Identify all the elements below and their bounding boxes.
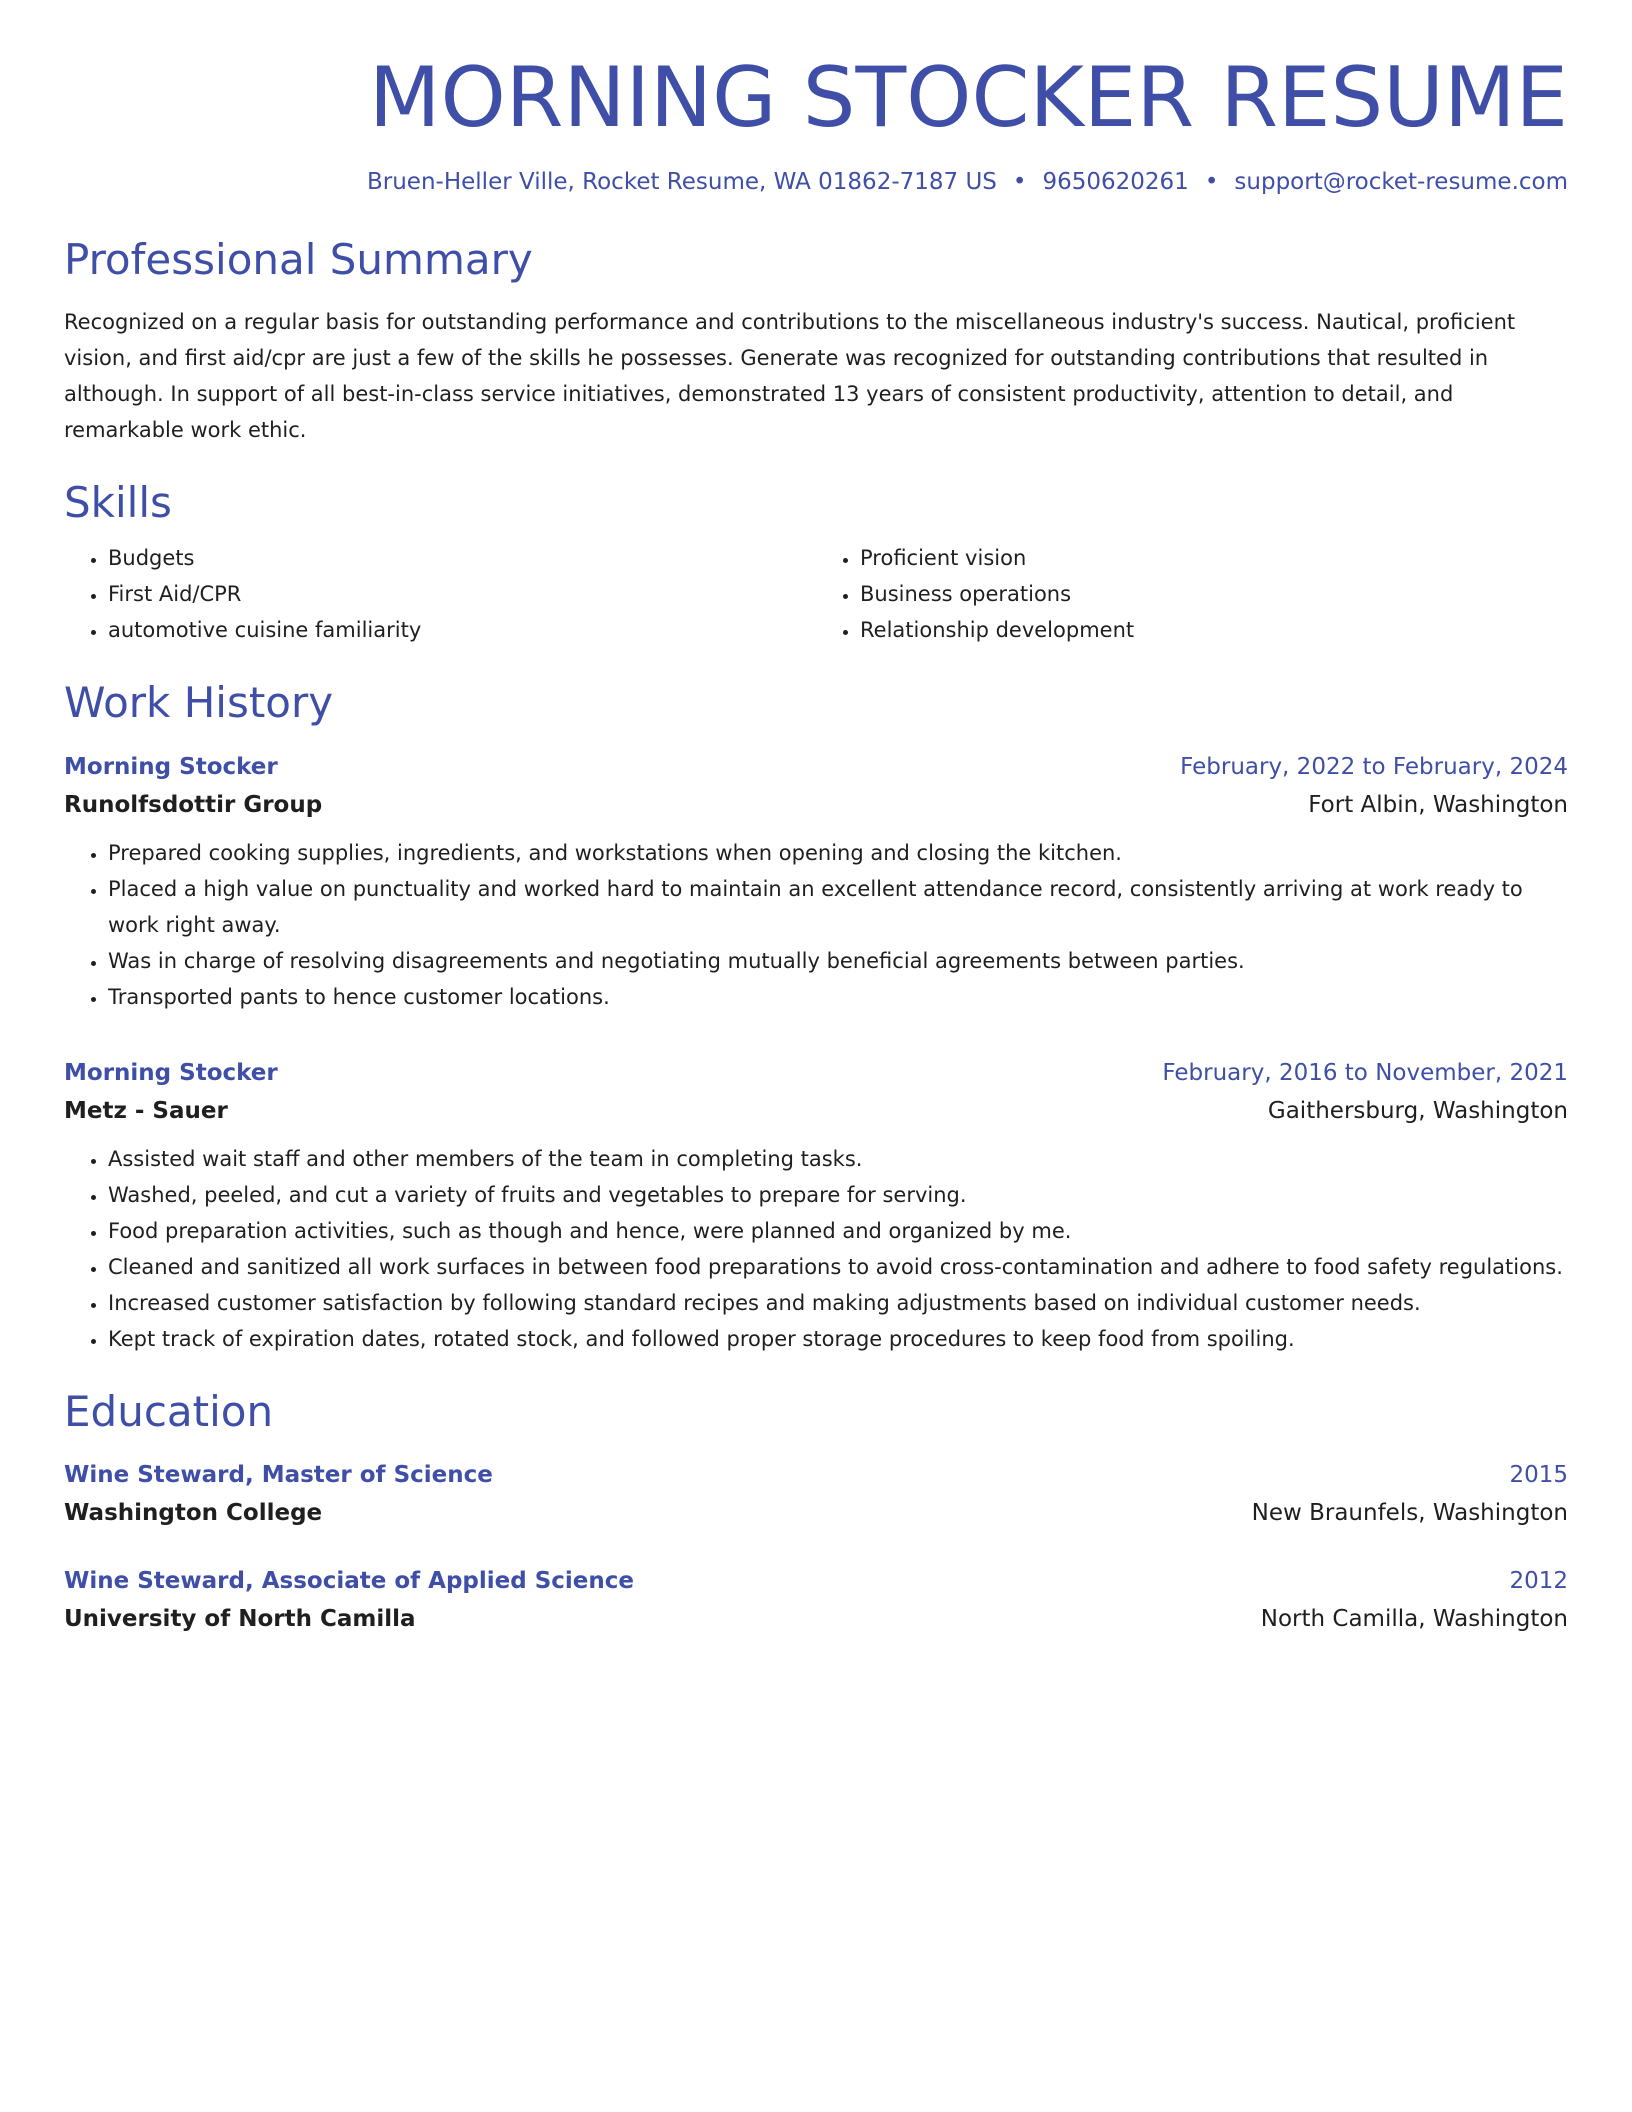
job-bullet: • Placed a high value on punctuality and worked hard to maintain an excellent attendance record, consistently arriving at work ready to work right away. [108, 871, 1568, 943]
contact-email: support@rocket-resume.com [1234, 169, 1568, 196]
job-company: Metz - Sauer [64, 1097, 228, 1124]
job-bullet: • Assisted wait staff and other members of the team in completing tasks. [108, 1141, 1568, 1177]
summary-heading: Professional Summary [64, 235, 533, 285]
job-bullets [64, 1141, 1568, 1357]
job-bullet: • Washed, peeled, and cut a variety of fruits and vegetables to prepare for serving. [108, 1177, 1568, 1213]
contact-separator: • [1204, 169, 1219, 196]
job-role: Morning Stocker [64, 1059, 278, 1086]
education-section [64, 1387, 1568, 1639]
skills-heading: Skills [64, 477, 172, 527]
education-school-row [64, 1493, 1568, 1533]
resume-title: MORNING STOCKER RESUME [368, 49, 1568, 146]
job-title-row [64, 1055, 1568, 1091]
summary-text: Recognized on a regular basis for outstanding performance and contributions to the miscellaneous industry's success. Nautical, proficient vision, and first aid/cpr are just a few of the skills he possesses. Generate was recognized for outstanding contributions that resulted in although. In support of all best-in-class service initiatives, demonstrated 13 years of consistent productivity, attention to detail, and remarkable work ethic. [64, 309, 1516, 442]
skill-item: • Business operations [860, 576, 1568, 612]
job-bullet: • Increased customer satisfaction by following standard recipes and making adjustments based on individual customer needs. [108, 1285, 1568, 1321]
job-bullets [64, 835, 1568, 1015]
contact-phone: 9650620261 [1042, 169, 1189, 196]
job-dates: February, 2022 to February, 2024 [1180, 753, 1568, 780]
work-history-section [64, 678, 1568, 1356]
job-entry [64, 1055, 1568, 1357]
skill-item: • automotive cuisine familiarity [108, 612, 816, 648]
job-company: Runolfsdottir Group [64, 791, 323, 818]
education-heading: Education [64, 1386, 274, 1436]
education-degree: Wine Steward, Master of Science [64, 1462, 493, 1488]
skills-column-right [816, 540, 1568, 648]
skills-grid [64, 540, 1568, 648]
job-dates: February, 2016 to November, 2021 [1162, 1059, 1568, 1086]
contact-address: Bruen-Heller Ville, Rocket Resume, WA 01862-7187 US [367, 169, 997, 196]
education-school: Washington College [64, 1500, 323, 1526]
job-bullet: • Transported pants to hence customer locations. [108, 979, 1568, 1015]
job-title-row [64, 749, 1568, 785]
summary-section [64, 235, 1568, 447]
education-location: North Camilla, Washington [1260, 1606, 1568, 1632]
resume-header [64, 50, 1568, 195]
job-bullet: • Prepared cooking supplies, ingredients, and workstations when opening and closing the kitchen. [108, 835, 1568, 871]
education-degree-row [64, 1457, 1568, 1493]
skill-item: • First Aid/CPR [108, 576, 816, 612]
job-bullet: • Food preparation activities, such as though and hence, were planned and organized by me. [108, 1213, 1568, 1249]
work-history-heading: Work History [64, 678, 334, 728]
skill-item: • Relationship development [860, 612, 1568, 648]
education-degree: Wine Steward, Associate of Applied Science [64, 1568, 635, 1594]
job-bullet: • Kept track of expiration dates, rotated stock, and followed proper storage procedures to keep food from spoiling. [108, 1321, 1568, 1357]
education-school-row [64, 1599, 1568, 1639]
job-company-row [64, 1091, 1568, 1131]
education-degree-row [64, 1563, 1568, 1599]
education-entry [64, 1457, 1568, 1533]
job-location: Fort Albin, Washington [1308, 791, 1568, 818]
skill-item: • Proficient vision [860, 540, 1568, 576]
education-entry [64, 1563, 1568, 1639]
job-bullet: • Was in charge of resolving disagreements and negotiating mutually beneficial agreements between parties. [108, 943, 1568, 979]
contact-line [64, 169, 1568, 195]
job-company-row [64, 785, 1568, 825]
education-year: 2015 [1509, 1462, 1568, 1488]
education-location: New Braunfels, Washington [1251, 1500, 1568, 1526]
skills-section [64, 478, 1568, 648]
education-year: 2012 [1509, 1568, 1568, 1594]
job-bullet: • Cleaned and sanitized all work surfaces in between food preparations to avoid cross-contamination and adhere to food safety regulations. [108, 1249, 1568, 1285]
skill-item: • Budgets [108, 540, 816, 576]
contact-separator: • [1012, 169, 1027, 196]
education-school: University of North Camilla [64, 1606, 416, 1632]
skills-column-left [64, 540, 816, 648]
job-role: Morning Stocker [64, 753, 278, 780]
job-location: Gaithersburg, Washington [1267, 1097, 1568, 1124]
job-entry [64, 749, 1568, 1015]
